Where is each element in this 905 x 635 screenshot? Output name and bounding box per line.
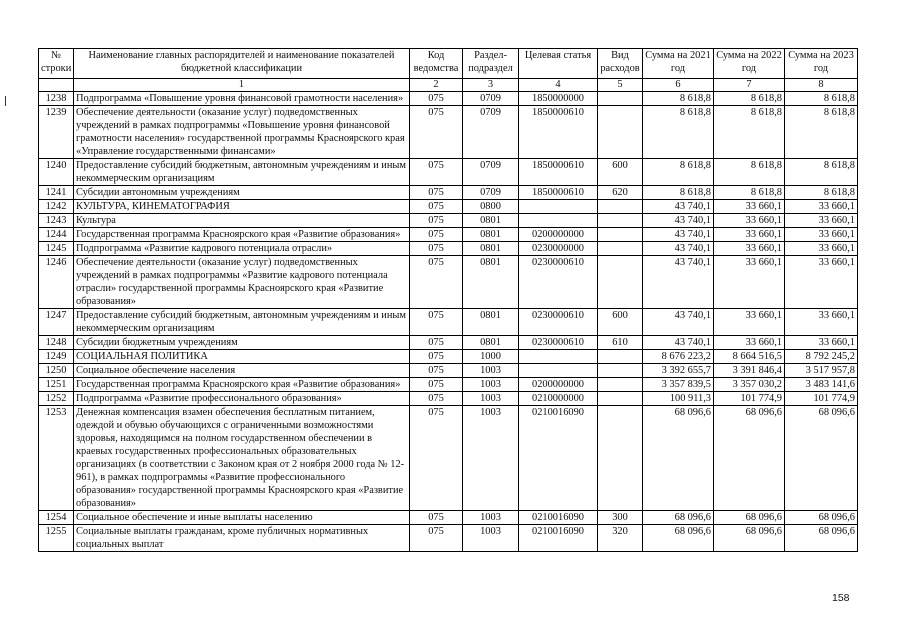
- section-code: 0801: [463, 336, 519, 350]
- department-code: 075: [410, 406, 463, 511]
- sum-2022: 8 618,8: [714, 92, 785, 106]
- sum-2021: 8 618,8: [643, 92, 714, 106]
- department-code: 075: [410, 92, 463, 106]
- table-row: [39, 336, 858, 350]
- target-article: [519, 200, 598, 214]
- section-code: 0709: [463, 159, 519, 186]
- sum-2023: 68 096,6: [785, 525, 858, 552]
- row-name: Государственная программа Красноярского края «Развитие образования»: [74, 228, 410, 242]
- expense-type: 610: [598, 336, 643, 350]
- sum-2023: 8 618,8: [785, 159, 858, 186]
- sum-2023: 33 660,1: [785, 200, 858, 214]
- row-number: 1238: [39, 92, 74, 106]
- header-row: [39, 49, 858, 79]
- table-row: [39, 406, 858, 511]
- department-code: 075: [410, 525, 463, 552]
- row-name: Социальное обеспечение населения: [74, 364, 410, 378]
- sum-2023: 33 660,1: [785, 336, 858, 350]
- row-number: 1244: [39, 228, 74, 242]
- sum-2021: 43 740,1: [643, 200, 714, 214]
- row-name: Обеспечение деятельности (оказание услуг) подведомственных учреждений в рамках подпрограммы «Развитие кадрового потенциала отрасли» государственной программы Красноярского края «Развитие образования»: [74, 256, 410, 309]
- row-name: Социальное обеспечение и иные выплаты населению: [74, 511, 410, 525]
- table-row: [39, 200, 858, 214]
- column-number: 2: [410, 79, 463, 92]
- section-code: 0709: [463, 92, 519, 106]
- table-row: [39, 309, 858, 336]
- sum-2021: 43 740,1: [643, 309, 714, 336]
- target-article: [519, 350, 598, 364]
- target-article: 0230000000: [519, 242, 598, 256]
- row-number: 1255: [39, 525, 74, 552]
- section-code: 0800: [463, 200, 519, 214]
- column-number: [39, 79, 74, 92]
- department-code: 075: [410, 228, 463, 242]
- sum-2022: 33 660,1: [714, 214, 785, 228]
- department-code: 075: [410, 186, 463, 200]
- sum-2023: 68 096,6: [785, 511, 858, 525]
- target-article: 0210016090: [519, 525, 598, 552]
- header-sum-2021: Сумма на 2021 год: [643, 49, 714, 79]
- column-number: 6: [643, 79, 714, 92]
- table-row: [39, 392, 858, 406]
- expense-type: [598, 214, 643, 228]
- row-name: Обеспечение деятельности (оказание услуг) подведомственных учреждений в рамках подпрограммы «Повышение уровня финансовой грамотности населения» государственной программы Красноярского края «Управление государственными финансами»: [74, 106, 410, 159]
- row-name: Субсидии автономным учреждениям: [74, 186, 410, 200]
- expense-type: [598, 378, 643, 392]
- row-name: СОЦИАЛЬНАЯ ПОЛИТИКА: [74, 350, 410, 364]
- header-name: Наименование главных распорядителей и наименование показателей бюджетной классификации: [74, 49, 410, 79]
- sum-2022: 3 391 846,4: [714, 364, 785, 378]
- target-article: [519, 214, 598, 228]
- section-code: 1003: [463, 378, 519, 392]
- table-row: [39, 159, 858, 186]
- budget-table: [38, 48, 858, 552]
- sum-2022: 33 660,1: [714, 256, 785, 309]
- sum-2023: 33 660,1: [785, 242, 858, 256]
- sum-2021: 43 740,1: [643, 214, 714, 228]
- sum-2021: 68 096,6: [643, 525, 714, 552]
- sum-2023: 8 618,8: [785, 106, 858, 159]
- sum-2022: 33 660,1: [714, 242, 785, 256]
- department-code: 075: [410, 242, 463, 256]
- column-number: 5: [598, 79, 643, 92]
- section-code: 0801: [463, 309, 519, 336]
- target-article: 0210000000: [519, 392, 598, 406]
- department-code: 075: [410, 309, 463, 336]
- department-code: 075: [410, 214, 463, 228]
- sum-2021: 3 392 655,7: [643, 364, 714, 378]
- section-code: 1003: [463, 392, 519, 406]
- sum-2023: 8 792 245,2: [785, 350, 858, 364]
- target-article: 1850000610: [519, 186, 598, 200]
- target-article: 0200000000: [519, 228, 598, 242]
- target-article: 0230000610: [519, 336, 598, 350]
- department-code: 075: [410, 511, 463, 525]
- column-number-row: [39, 79, 858, 92]
- row-number: 1247: [39, 309, 74, 336]
- sum-2022: 8 618,8: [714, 186, 785, 200]
- row-number: 1251: [39, 378, 74, 392]
- sum-2023: 8 618,8: [785, 92, 858, 106]
- sum-2023: 33 660,1: [785, 256, 858, 309]
- sum-2023: 3 483 141,6: [785, 378, 858, 392]
- sum-2022: 3 357 030,2: [714, 378, 785, 392]
- table-row: [39, 92, 858, 106]
- expense-type: [598, 228, 643, 242]
- department-code: 075: [410, 336, 463, 350]
- sum-2021: 43 740,1: [643, 228, 714, 242]
- row-name: Предоставление субсидий бюджетным, автономным учреждениям и иным некоммерческим организациям: [74, 309, 410, 336]
- column-number: 7: [714, 79, 785, 92]
- department-code: 075: [410, 256, 463, 309]
- section-code: 0709: [463, 186, 519, 200]
- sum-2021: 43 740,1: [643, 336, 714, 350]
- sum-2021: 68 096,6: [643, 511, 714, 525]
- sum-2021: 8 676 223,2: [643, 350, 714, 364]
- target-article: [519, 364, 598, 378]
- row-name: Предоставление субсидий бюджетным, автономным учреждениям и иным некоммерческим организациям: [74, 159, 410, 186]
- department-code: 075: [410, 392, 463, 406]
- row-number: 1245: [39, 242, 74, 256]
- department-code: 075: [410, 200, 463, 214]
- header-sum-2023: Сумма на 2023 год: [785, 49, 858, 79]
- section-code: 0801: [463, 242, 519, 256]
- expense-type: [598, 92, 643, 106]
- expense-type: [598, 256, 643, 309]
- section-code: 0801: [463, 256, 519, 309]
- sum-2021: 8 618,8: [643, 159, 714, 186]
- page-number: 158: [832, 592, 850, 604]
- sum-2021: 8 618,8: [643, 106, 714, 159]
- row-number: 1253: [39, 406, 74, 511]
- header-target-article: Целевая статья: [519, 49, 598, 79]
- sum-2023: 3 517 957,8: [785, 364, 858, 378]
- department-code: 075: [410, 350, 463, 364]
- sum-2021: 68 096,6: [643, 406, 714, 511]
- row-number: 1248: [39, 336, 74, 350]
- sum-2023: 33 660,1: [785, 214, 858, 228]
- sum-2023: 101 774,9: [785, 392, 858, 406]
- table-row: [39, 214, 858, 228]
- target-article: 0230000610: [519, 309, 598, 336]
- row-number: 1249: [39, 350, 74, 364]
- sum-2022: 68 096,6: [714, 525, 785, 552]
- row-number: 1242: [39, 200, 74, 214]
- row-name: Субсидии бюджетным учреждениям: [74, 336, 410, 350]
- sum-2022: 8 618,8: [714, 159, 785, 186]
- target-article: 0210016090: [519, 511, 598, 525]
- column-number: 4: [519, 79, 598, 92]
- expense-type: [598, 242, 643, 256]
- table-row: [39, 378, 858, 392]
- table-row: [39, 511, 858, 525]
- row-number: 1246: [39, 256, 74, 309]
- section-code: 0709: [463, 106, 519, 159]
- section-code: 1003: [463, 406, 519, 511]
- row-name: Подпрограмма «Повышение уровня финансовой грамотности населения»: [74, 92, 410, 106]
- table-row: [39, 242, 858, 256]
- target-article: 1850000610: [519, 106, 598, 159]
- row-name: Социальные выплаты гражданам, кроме публичных нормативных социальных выплат: [74, 525, 410, 552]
- section-code: 0801: [463, 228, 519, 242]
- row-name: Культура: [74, 214, 410, 228]
- section-code: 1000: [463, 350, 519, 364]
- row-number: 1254: [39, 511, 74, 525]
- target-article: 0230000610: [519, 256, 598, 309]
- target-article: 1850000000: [519, 92, 598, 106]
- sum-2023: 8 618,8: [785, 186, 858, 200]
- row-number: 1241: [39, 186, 74, 200]
- row-name: Денежная компенсация взамен обеспечения бесплатным питанием, одеждой и обувью обучающихся с ограниченными возможностями здоровья, находящимся на полном государственном обеспечении в краевых государственных профессиональных образовательных организациях (в соответствии с Законом края от 2 ноября 2000 года № 12-961), в рамках подпрограммы «Развитие профессионального образования» государственной программы Красноярского края «Развитие образования»: [74, 406, 410, 511]
- row-number: 1240: [39, 159, 74, 186]
- expense-type: 600: [598, 309, 643, 336]
- sum-2022: 33 660,1: [714, 309, 785, 336]
- sum-2021: 43 740,1: [643, 242, 714, 256]
- row-number: 1250: [39, 364, 74, 378]
- sum-2022: 8 664 516,5: [714, 350, 785, 364]
- table-row: [39, 350, 858, 364]
- table-row: [39, 228, 858, 242]
- table-row: [39, 364, 858, 378]
- section-code: 1003: [463, 364, 519, 378]
- sum-2021: 8 618,8: [643, 186, 714, 200]
- department-code: 075: [410, 378, 463, 392]
- row-number: 1243: [39, 214, 74, 228]
- sum-2023: 33 660,1: [785, 309, 858, 336]
- expense-type: [598, 392, 643, 406]
- column-number: 3: [463, 79, 519, 92]
- sum-2022: 101 774,9: [714, 392, 785, 406]
- expense-type: [598, 106, 643, 159]
- header-expense-type: Вид расходов: [598, 49, 643, 79]
- target-article: 0210016090: [519, 406, 598, 511]
- sum-2022: 33 660,1: [714, 228, 785, 242]
- row-name: КУЛЬТУРА, КИНЕМАТОГРАФИЯ: [74, 200, 410, 214]
- table-row: [39, 186, 858, 200]
- section-code: 1003: [463, 511, 519, 525]
- sum-2023: 68 096,6: [785, 406, 858, 511]
- sum-2022: 33 660,1: [714, 200, 785, 214]
- header-department-code: Код ведомства: [410, 49, 463, 79]
- row-number: 1239: [39, 106, 74, 159]
- header-section: Раздел-подраздел: [463, 49, 519, 79]
- expense-type: [598, 364, 643, 378]
- column-number: 1: [74, 79, 410, 92]
- expense-type: [598, 406, 643, 511]
- expense-type: 620: [598, 186, 643, 200]
- department-code: 075: [410, 159, 463, 186]
- sum-2022: 33 660,1: [714, 336, 785, 350]
- sum-2022: 68 096,6: [714, 511, 785, 525]
- expense-type: 600: [598, 159, 643, 186]
- table-row: [39, 106, 858, 159]
- sum-2023: 33 660,1: [785, 228, 858, 242]
- expense-type: 320: [598, 525, 643, 552]
- row-name: Подпрограмма «Развитие кадрового потенциала отрасли»: [74, 242, 410, 256]
- row-number: 1252: [39, 392, 74, 406]
- sum-2022: 8 618,8: [714, 106, 785, 159]
- section-code: 1003: [463, 525, 519, 552]
- expense-type: 300: [598, 511, 643, 525]
- expense-type: [598, 200, 643, 214]
- margin-mark: [5, 96, 6, 106]
- department-code: 075: [410, 364, 463, 378]
- target-article: 0200000000: [519, 378, 598, 392]
- section-code: 0801: [463, 214, 519, 228]
- row-name: Подпрограмма «Развитие профессионального образования»: [74, 392, 410, 406]
- sum-2021: 100 911,3: [643, 392, 714, 406]
- sum-2021: 3 357 839,5: [643, 378, 714, 392]
- expense-type: [598, 350, 643, 364]
- column-number: 8: [785, 79, 858, 92]
- table-row: [39, 256, 858, 309]
- row-name: Государственная программа Красноярского края «Развитие образования»: [74, 378, 410, 392]
- sum-2022: 68 096,6: [714, 406, 785, 511]
- table-row: [39, 525, 858, 552]
- target-article: 1850000610: [519, 159, 598, 186]
- sum-2021: 43 740,1: [643, 256, 714, 309]
- header-row-number: № строки: [39, 49, 74, 79]
- header-sum-2022: Сумма на 2022 год: [714, 49, 785, 79]
- department-code: 075: [410, 106, 463, 159]
